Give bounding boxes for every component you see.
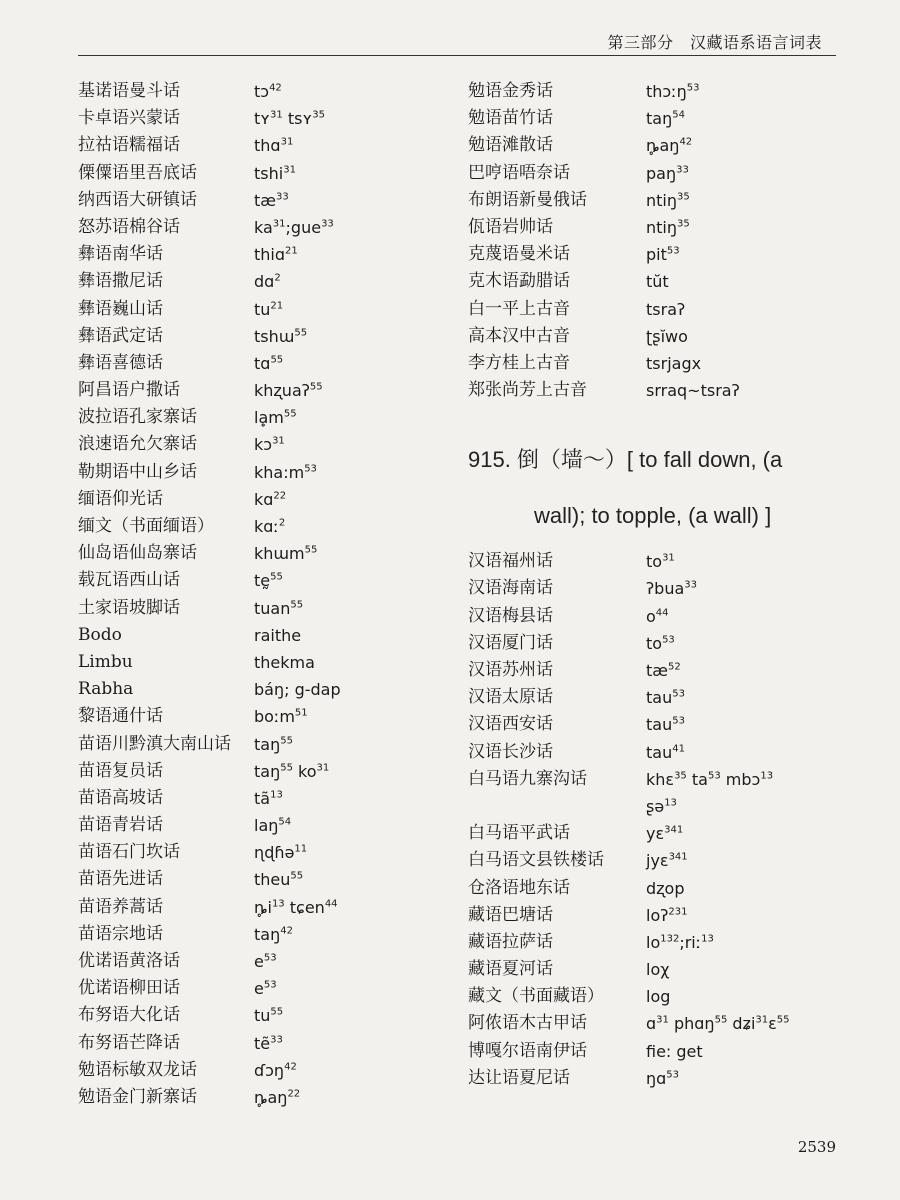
- word-form: thekma: [254, 652, 315, 672]
- word-form: tʏ$^{31}$ tsʏ$^{35}$: [254, 109, 325, 129]
- word-form: tuan$^{55}$: [254, 598, 304, 618]
- entry-heading-line1: 915. 倒（墙～）[ to fall down, (a: [468, 447, 783, 473]
- word-form: tŭt: [646, 272, 669, 292]
- language-name: 阿昌语户撒话: [78, 380, 180, 401]
- list-item: [468, 1038, 858, 1065]
- language-name: 土家语坡脚话: [78, 597, 180, 618]
- word-form: ʔbua$^{33}$: [646, 579, 697, 599]
- word-form: raithe: [254, 625, 302, 645]
- language-name: 彝语巍山话: [78, 298, 163, 319]
- language-name: 优诺语柳田话: [78, 978, 180, 999]
- language-name: 汉语海南话: [468, 578, 553, 599]
- word-form: báŋ; g-dap: [254, 680, 341, 700]
- list-item: [468, 929, 858, 956]
- list-item: [78, 921, 458, 948]
- language-name: 苗语养蒿话: [78, 896, 163, 917]
- header-rule: [78, 55, 836, 56]
- list-item: [78, 785, 458, 812]
- running-header-title: 第三部分 汉藏语系语言词表: [607, 33, 822, 52]
- word-form: tau$^{53}$: [646, 715, 685, 735]
- list-item: [78, 268, 458, 295]
- list-item: [78, 1002, 458, 1029]
- list-item: [78, 513, 458, 540]
- left-column: [78, 78, 458, 1111]
- word-form: ŋɑ$^{53}$: [646, 1068, 680, 1088]
- list-item: [78, 377, 458, 404]
- list-item: [468, 1065, 858, 1092]
- list-item: [78, 812, 458, 839]
- list-item: [468, 575, 858, 602]
- word-form: $tu^{55}$: [254, 1006, 284, 1026]
- word-form: $ȵ̥aŋ^{22}$: [254, 1087, 301, 1107]
- language-name: 缅文（书面缅语）: [78, 516, 214, 536]
- list-item: [78, 676, 458, 703]
- language-name: 苗语高坡话: [78, 787, 163, 808]
- list-item: [78, 214, 458, 241]
- list-item: [468, 160, 858, 187]
- list-item: [468, 630, 858, 657]
- language-name: 藏语拉萨话: [468, 931, 553, 952]
- language-name: 布努语芒降话: [78, 1032, 180, 1053]
- word-form: dʐop: [646, 878, 685, 898]
- word-form: $tæ^{33}$: [254, 190, 289, 210]
- language-name: 拉祜语糯福话: [78, 135, 180, 156]
- list-item: [78, 323, 458, 350]
- language-name: 苗语宗地话: [78, 923, 163, 944]
- list-item: [78, 296, 458, 323]
- word-form: tɔ$^{42}$: [254, 82, 282, 101]
- list-item: [78, 132, 458, 159]
- list-item: [78, 160, 458, 187]
- list-item: [468, 1010, 858, 1037]
- language-name: 勉语苗竹话: [468, 108, 553, 129]
- word-form: tsraʔ: [646, 299, 686, 319]
- list-item: [78, 866, 458, 893]
- list-item: [468, 78, 858, 105]
- list-item: [78, 1057, 458, 1084]
- list-item: [468, 902, 858, 929]
- word-form: khʐuaʔ$^{55}$: [254, 381, 323, 401]
- word-form: tau$^{41}$: [646, 742, 685, 762]
- language-name: 浪速语允欠寨话: [78, 434, 197, 455]
- language-name: 布努语大化话: [78, 1005, 180, 1026]
- language-name: 达让语夏尼话: [468, 1067, 570, 1088]
- language-name: 勉语金秀话: [468, 81, 553, 101]
- list-item: [468, 105, 858, 132]
- list-item: [468, 296, 858, 323]
- language-name: 藏语夏河话: [468, 959, 553, 980]
- word-form: $ȵ̥i^{13}$ tɕen$^{44}$: [254, 897, 338, 917]
- language-name: 克蔑语曼米话: [468, 244, 570, 265]
- word-form: theu$^{55}$: [254, 870, 304, 890]
- right-top-list: [468, 78, 858, 404]
- word-form: tau$^{53}$: [646, 688, 685, 708]
- page-header: [0, 0, 900, 56]
- language-name: 汉语太原话: [468, 687, 553, 708]
- list-item: [78, 350, 458, 377]
- word-form: fie: get: [646, 1041, 703, 1061]
- list-item: [468, 214, 858, 241]
- list-item: [78, 839, 458, 866]
- language-name: 汉语西安话: [468, 714, 553, 735]
- word-form: taŋ$^{54}$: [646, 109, 685, 129]
- list-item: [78, 567, 458, 594]
- language-name: 白马语九寨沟话: [468, 768, 587, 789]
- language-name: 彝语喜德话: [78, 352, 163, 373]
- list-item: [468, 711, 858, 738]
- word-form: pit$^{53}$: [646, 245, 680, 265]
- word-form: ʂə$^{13}$: [646, 796, 677, 816]
- list-item: [468, 793, 858, 820]
- list-item: [468, 684, 858, 711]
- list-item: [468, 956, 858, 983]
- word-form: ɑ$^{31}$ phɑŋ$^{55}$ dʑi$^{31}$ɛ$^{55}$: [646, 1014, 790, 1034]
- list-item: [468, 350, 858, 377]
- list-item: [468, 875, 858, 902]
- list-item: [468, 132, 858, 159]
- word-form: $o^{44}$: [646, 606, 669, 626]
- list-item: [468, 187, 858, 214]
- word-form: tɑ$^{55}$: [254, 353, 284, 373]
- word-form: lḁm$^{55}$: [254, 408, 297, 428]
- entry-heading: [468, 432, 858, 544]
- list-item: [78, 649, 458, 676]
- word-form: tsrjagx: [646, 353, 702, 373]
- language-name: 白一平上古音: [468, 298, 570, 319]
- word-form: laŋ$^{54}$: [254, 816, 292, 836]
- word-form: ʈʂĭwo: [646, 326, 688, 346]
- word-form: tḛ$^{55}$: [254, 571, 283, 591]
- language-name: 勉语金门新寨话: [78, 1086, 197, 1107]
- list-item: [78, 1030, 458, 1057]
- language-name: Rabha: [78, 679, 134, 700]
- word-form: kɑ$^{22}$: [254, 489, 287, 509]
- language-name: 仙岛语仙岛寨话: [78, 543, 197, 564]
- language-name: 苗语复员话: [78, 760, 163, 781]
- language-name: 优诺语黄洛话: [78, 951, 180, 971]
- word-form: loʔ$^{231}$: [646, 905, 688, 925]
- page-number: 2539: [797, 1138, 836, 1156]
- list-item: [78, 1084, 458, 1111]
- language-name: 汉语梅县话: [468, 605, 553, 626]
- word-form: taŋ$^{55}$ $ko^{31}$: [254, 761, 330, 781]
- word-form: $ȵ̥aŋ^{42}$: [646, 136, 693, 156]
- language-name: 苗语川黔滇大南山话: [78, 733, 231, 754]
- right-column: [468, 78, 858, 1092]
- list-item: [78, 948, 458, 975]
- word-form: paŋ$^{33}$: [646, 163, 689, 183]
- word-form: khɛ$^{35}$ $ta^{53}$ mbɔ$^{13}$: [646, 769, 774, 789]
- language-name: 藏语巴塘话: [468, 904, 553, 925]
- word-form: ɗɔŋ$^{42}$: [254, 1060, 297, 1080]
- word-form: taŋ$^{42}$: [254, 924, 293, 944]
- list-item: [78, 758, 458, 785]
- language-name: 彝语南华话: [78, 244, 163, 265]
- language-name: 波拉语孔家寨话: [78, 407, 197, 428]
- word-form: loχ: [646, 960, 670, 980]
- language-name: Limbu: [78, 651, 133, 672]
- language-name: 黎语通什话: [78, 706, 163, 727]
- language-name: 傈僳语里吾底话: [78, 162, 197, 183]
- word-form: jyɛ$^{341}$: [646, 851, 688, 871]
- list-item: [468, 323, 858, 350]
- language-name: 彝语武定话: [78, 325, 163, 346]
- list-item: [78, 731, 458, 758]
- list-item: [78, 78, 458, 105]
- word-form: taŋ$^{55}$: [254, 734, 293, 754]
- language-name: 布朗语新曼俄话: [468, 189, 587, 210]
- language-name: 怒苏语棉谷话: [78, 216, 180, 237]
- word-form: $ka^{31};gue^{33}$: [254, 217, 334, 237]
- entry-heading-line2: wall); to topple, (a wall) ]: [534, 503, 772, 529]
- language-name: 苗语先进话: [78, 869, 163, 890]
- language-name: 勉语标敏双龙话: [78, 1059, 197, 1080]
- list-item: [78, 975, 458, 1002]
- word-form: thiɑ$^{21}$: [254, 245, 298, 265]
- word-form: ntiŋ$^{35}$: [646, 190, 690, 210]
- word-form: dɑ$^2$: [254, 272, 281, 292]
- language-name: 博嘎尔语南伊话: [468, 1040, 587, 1061]
- list-item: [468, 847, 858, 874]
- list-item: [78, 404, 458, 431]
- word-form: yɛ$^{341}$: [646, 824, 684, 844]
- word-form: $tã^{13}$: [254, 788, 283, 808]
- word-form: $tæ^{52}$: [646, 661, 681, 680]
- list-item: [78, 486, 458, 513]
- word-form: thɑ$^{31}$: [254, 136, 294, 156]
- list-item: [78, 595, 458, 622]
- list-item: [78, 894, 458, 921]
- right-bottom-list: [468, 548, 858, 1092]
- list-item: [468, 657, 858, 684]
- list-item: [78, 459, 458, 486]
- language-name: 白马语文县铁楼话: [468, 850, 604, 871]
- language-name: 佤语岩帅话: [468, 216, 553, 237]
- language-name: 汉语厦门话: [468, 632, 553, 653]
- language-name: 苗语石门坎话: [78, 842, 180, 863]
- list-item: [468, 739, 858, 766]
- word-form: thɔːŋ$^{53}$: [646, 82, 700, 101]
- language-name: 缅语仰光话: [78, 488, 163, 509]
- word-form: $tu^{21}$: [254, 299, 284, 319]
- list-item: [78, 187, 458, 214]
- language-name: 勉语滩散话: [468, 135, 553, 156]
- list-item: [468, 268, 858, 295]
- word-form: tshi$^{31}$: [254, 163, 296, 183]
- list-item: [468, 603, 858, 630]
- language-name: 彝语撒尼话: [78, 271, 163, 292]
- language-name: 李方桂上古音: [468, 352, 570, 373]
- language-name: 仓洛语地东话: [468, 877, 570, 898]
- list-item: [468, 820, 858, 847]
- entry-gap: [468, 404, 858, 432]
- language-name: 基诺语曼斗话: [78, 81, 180, 101]
- word-form: $e^{53}$: [254, 952, 277, 971]
- list-item: [468, 983, 858, 1010]
- language-name: 汉语苏州话: [468, 660, 553, 680]
- word-form: kɔ$^{31}$: [254, 435, 285, 455]
- list-item: [468, 766, 858, 793]
- language-name: 汉语福州话: [468, 551, 553, 572]
- language-name: 汉语长沙话: [468, 741, 553, 762]
- word-form: log: [646, 987, 671, 1007]
- word-form: boːm$^{51}$: [254, 707, 308, 727]
- list-item: [78, 540, 458, 567]
- language-name: 卡卓语兴蒙话: [78, 108, 180, 129]
- list-item: [468, 377, 858, 404]
- language-name: 苗语青岩话: [78, 815, 163, 836]
- word-form: khɯm$^{55}$: [254, 544, 318, 564]
- word-form: $kha:m^{53}$: [254, 462, 317, 482]
- word-form: tshɯ$^{55}$: [254, 326, 308, 346]
- word-form: kɑː$^2$: [254, 517, 286, 536]
- language-name: 阿侬语木古甲话: [468, 1013, 587, 1034]
- language-name: 勒期语中山乡话: [78, 461, 197, 482]
- language-name: 巴哼语唔奈话: [468, 162, 570, 183]
- list-item: [78, 241, 458, 268]
- list-item: [468, 548, 858, 575]
- list-item: [78, 622, 458, 649]
- list-item: [78, 703, 458, 730]
- word-form: $to^{31}$: [646, 552, 675, 572]
- list-item: [78, 431, 458, 458]
- language-name: 载瓦语西山话: [78, 570, 180, 591]
- language-name: 高本汉中古音: [468, 325, 570, 346]
- language-name: 白马语平武话: [468, 823, 570, 844]
- word-form: srraq~tsraʔ: [646, 381, 740, 401]
- word-form: $lo^{132};riː^{13}$: [646, 932, 714, 952]
- language-name: 克木语勐腊话: [468, 271, 570, 292]
- list-item: [468, 241, 858, 268]
- word-form: ntiŋ$^{35}$: [646, 217, 690, 237]
- word-form: ɳɖɦə$^{11}$: [254, 843, 308, 863]
- language-name: 郑张尚芳上古音: [468, 380, 587, 401]
- word-form: tẽ$^{33}$: [254, 1033, 283, 1053]
- language-name: 藏文（书面藏语）: [468, 986, 604, 1007]
- language-name: Bodo: [78, 624, 122, 645]
- word-form: $e^{53}$: [254, 979, 277, 999]
- word-form: $to^{53}$: [646, 633, 675, 653]
- language-name: 纳西语大研镇话: [78, 189, 197, 210]
- list-item: [78, 105, 458, 132]
